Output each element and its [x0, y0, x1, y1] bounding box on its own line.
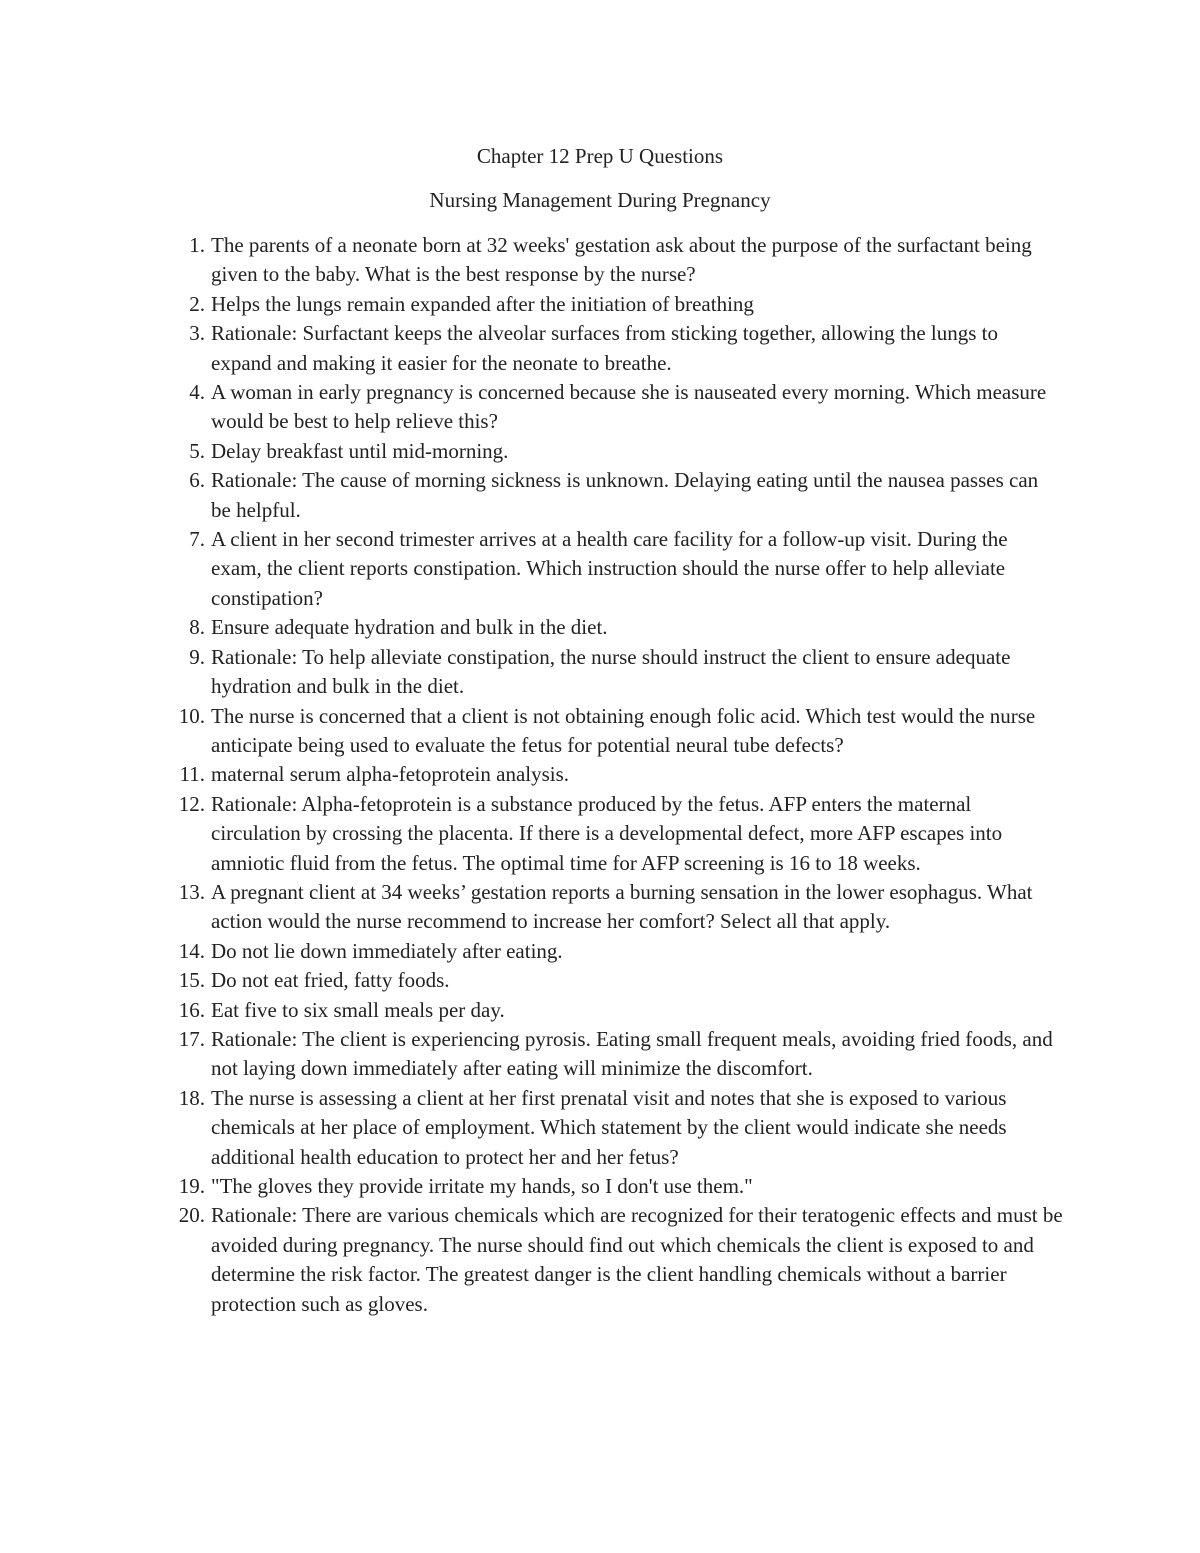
- list-item: [178, 966, 1063, 995]
- list-item: [189, 525, 1063, 613]
- list-item: [178, 790, 1063, 878]
- list-item-number: 4.: [189, 380, 205, 405]
- list-item-number: 9.: [189, 644, 205, 669]
- list-item-text: The nurse is assessing a client at her first prenatal visit and notes that she is exposed to various chemicals at her place of employment. Which statement by the client would indicate she needs additional health education to protect her and her fetus?: [211, 1085, 1007, 1169]
- list-item-number: 8.: [189, 615, 205, 640]
- list-item-text: Rationale: To help alleviate constipation, the nurse should instruct the client to ensure adequate hydration and bulk in the diet.: [211, 644, 1011, 699]
- list-item: [178, 1201, 1063, 1319]
- list-item-text: Rationale: The client is experiencing pyrosis. Eating small frequent meals, avoiding fried foods, and not laying down immediately after eating will minimize the discomfort.: [211, 1026, 1053, 1081]
- list-item-text: The parents of a neonate born at 32 weeks' gestation ask about the purpose of the surfactant being given to the baby. What is the best response by the nurse?: [211, 233, 1032, 287]
- list-item-text: Delay breakfast until mid-morning.: [211, 438, 509, 463]
- list-item: [178, 878, 1063, 937]
- list-item-text: Eat five to six small meals per day.: [211, 997, 505, 1022]
- list-item: [189, 466, 1063, 525]
- document-title: Chapter 12 Prep U Questions: [476, 144, 724, 168]
- list-item-text: Ensure adequate hydration and bulk in the diet.: [211, 615, 608, 640]
- list-item: [189, 290, 1063, 319]
- list-item-number: 15.: [178, 968, 205, 993]
- list-item-number: 5.: [189, 438, 205, 463]
- list-item: [178, 996, 1063, 1025]
- list-item-number: 3.: [189, 321, 205, 346]
- list-item-text: The nurse is concerned that a client is not obtaining enough folic acid. Which test would the nurse anticipate being used to evaluate the fetus for potential neural tube defects?: [211, 703, 1036, 757]
- list-item: [189, 613, 1063, 642]
- list-item-text: Rationale: There are various chemicals which are recognized for their teratogenic effects and must be avoided during pregnancy. The nurse should find out which chemicals the client is exposed to and determine the risk factor. The greatest danger is the client handling chemicals without a barrier protection such as gloves.: [211, 1203, 1063, 1316]
- list-item-number: 18.: [178, 1085, 205, 1110]
- list-item-number: 7.: [189, 527, 205, 552]
- list-item: [189, 378, 1063, 437]
- list-item-number: 14.: [178, 938, 205, 963]
- list-item-text: Do not lie down immediately after eating.: [211, 938, 563, 963]
- list-item: [178, 1084, 1063, 1172]
- list-item-number: 10.: [178, 703, 205, 728]
- list-item: [178, 1025, 1063, 1084]
- list-item-number: 19.: [178, 1174, 205, 1198]
- list-item-number: 13.: [178, 879, 205, 904]
- list-item-number: 11.: [179, 762, 205, 787]
- list-item-text: Helps the lungs remain expanded after the initiation of breathing: [211, 291, 754, 316]
- list-item-number: 2.: [189, 291, 205, 316]
- list-item-text: A client in her second trimester arrives at a health care facility for a follow-up visit. During the exam, the client reports constipation. Which instruction should the nurse offer to help alleviate constipation?: [211, 527, 1008, 610]
- list-item-number: 17.: [178, 1026, 205, 1051]
- list-item-text: maternal serum alpha-fetoprotein analysis.: [211, 762, 570, 787]
- list-item-text: "The gloves they provide irritate my hands, so I don't use them.": [211, 1174, 753, 1198]
- list-item-number: 6.: [189, 468, 205, 493]
- list-item-number: 1.: [189, 233, 205, 257]
- list-item: [189, 319, 1063, 378]
- list-item-text: A woman in early pregnancy is concerned because she is nauseated every morning. Which measure would be best to help relieve this?: [211, 380, 1047, 434]
- list-item: [189, 231, 1063, 290]
- list-item-number: 16.: [178, 997, 205, 1022]
- list-item: [178, 937, 1063, 966]
- list-item: [189, 643, 1063, 702]
- document-subtitle: Nursing Management During Pregnancy: [429, 188, 771, 212]
- list-item: [179, 760, 1063, 789]
- list-item: [189, 437, 1063, 466]
- list-item: [178, 702, 1063, 761]
- numbered-list: [178, 231, 1063, 1319]
- list-item-text: Rationale: The cause of morning sickness is unknown. Delaying eating until the nausea passes can be helpful.: [211, 468, 1039, 522]
- list-item-number: 12.: [178, 791, 205, 816]
- list-item: [178, 1172, 1063, 1201]
- list-item-text: A pregnant client at 34 weeks’ gestation reports a burning sensation in the lower esophagus. What action would the nurse recommend to increase her comfort? Select all that apply.: [211, 879, 1033, 934]
- list-item-text: Do not eat fried, fatty foods.: [211, 968, 450, 993]
- list-item-text: Rationale: Surfactant keeps the alveolar surfaces from sticking together, allowing the lungs to expand and making it easier for the neonate to breathe.: [211, 321, 999, 375]
- list-item-text: Rationale: Alpha-fetoprotein is a substance produced by the fetus. AFP enters the maternal circulation by crossing the placenta. If there is a developmental defect, more AFP escapes into amniotic fluid from the fetus. The optimal time for AFP screening is 16 to 18 weeks.: [211, 791, 1003, 875]
- list-item-number: 20.: [178, 1203, 205, 1228]
